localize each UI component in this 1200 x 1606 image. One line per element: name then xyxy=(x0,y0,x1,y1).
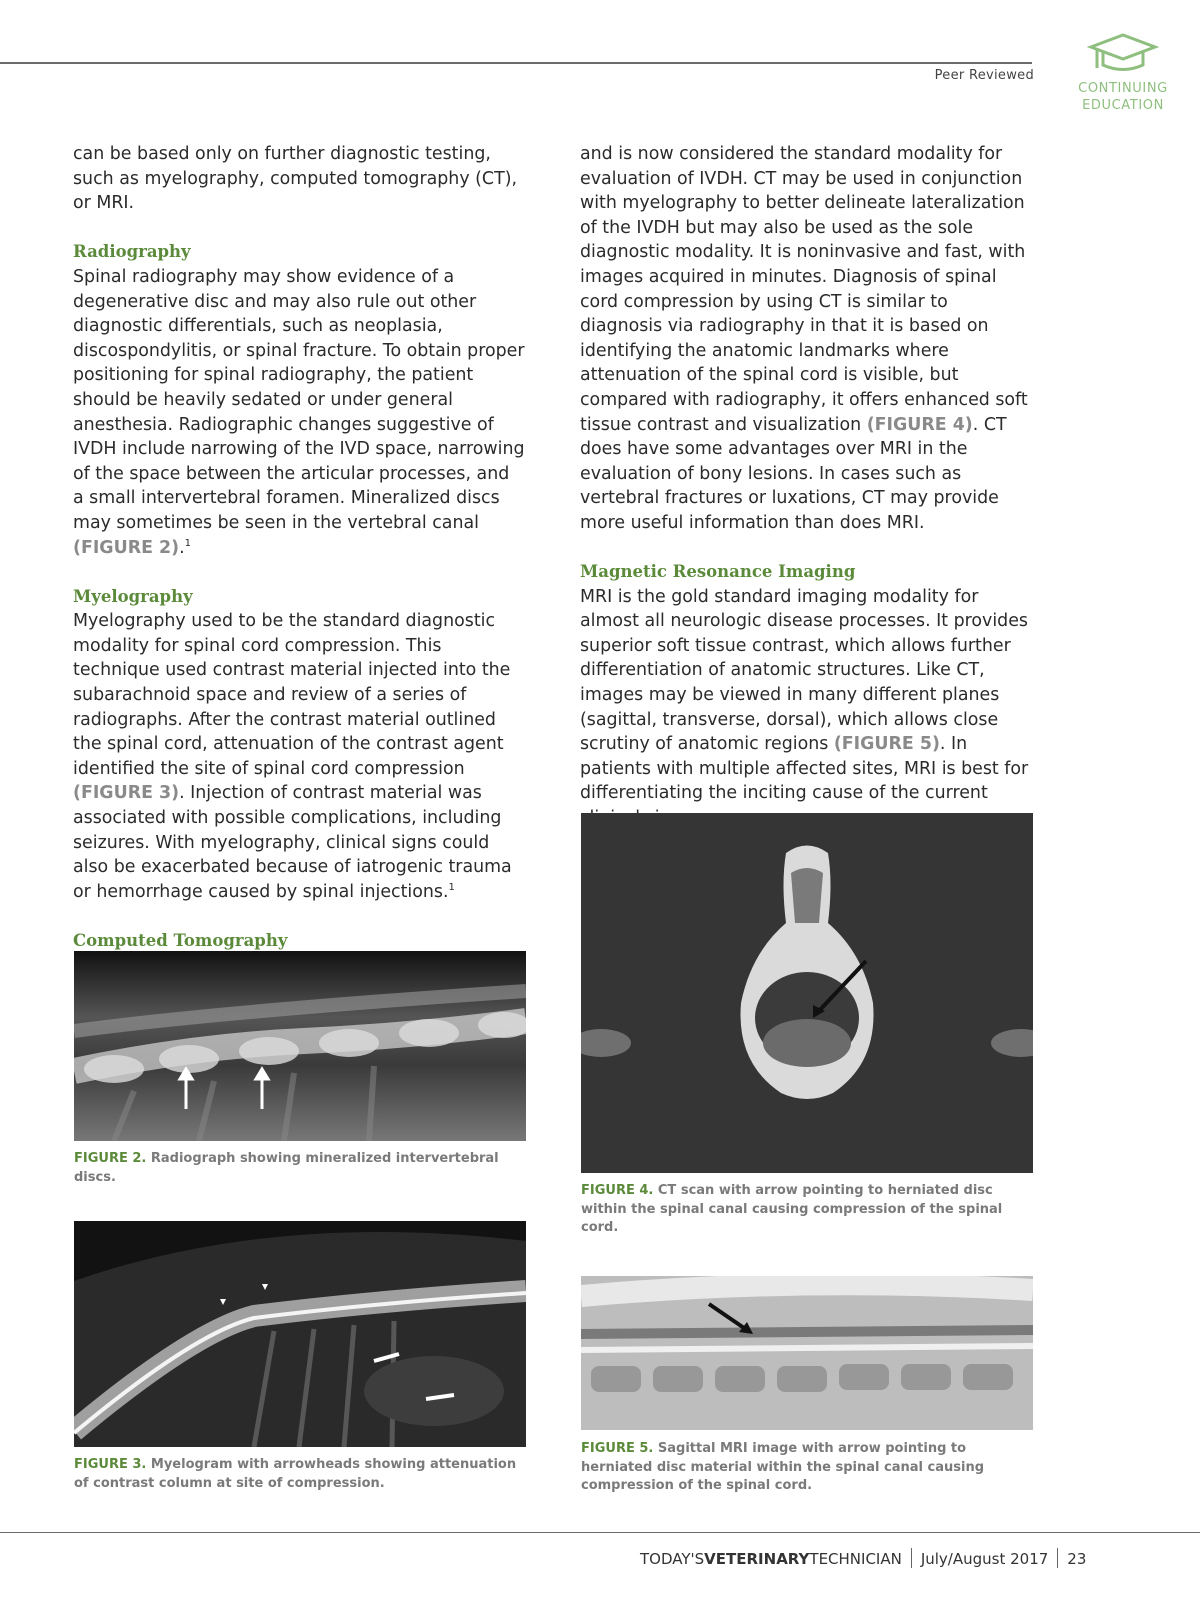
figure-5-caption: FIGURE 5. Sagittal MRI image with arrow pointing to herniated disc material within the spinal canal causing compression of the spinal cord. xyxy=(581,1441,984,1493)
figure-3-caption: FIGURE 3. Myelogram with arrowheads showing attenuation of contrast column at site of compression. xyxy=(74,1457,517,1491)
figure-5-mri xyxy=(581,1276,1033,1430)
peer-reviewed-label: Peer Reviewed xyxy=(934,68,1034,83)
right-column xyxy=(580,142,1032,831)
footer-issue: July/August 2017 xyxy=(920,1550,1049,1568)
figure-5-ref: (FIGURE 5) xyxy=(833,734,940,755)
figure-3-ref: (FIGURE 3) xyxy=(73,783,180,804)
footer xyxy=(640,1548,1120,1568)
graduation-cap-icon xyxy=(1087,32,1159,76)
figure-4-ref: (FIGURE 4) xyxy=(866,414,973,435)
footer-rule xyxy=(0,1532,1200,1533)
figure-2-ref: (FIGURE 2) xyxy=(73,537,180,558)
figure-3-myelogram xyxy=(74,1221,526,1447)
radiography-heading: Radiography xyxy=(73,242,191,262)
continuing-education-badge xyxy=(1058,32,1188,114)
left-column xyxy=(73,142,525,1027)
mri-paragraph: MRI is the gold standard imaging modality for almost all neurologic disease processes. It provides superior soft tissue contrast, which allows further differentiation of anatomic structures. Like CT, images may be viewed in many different planes (sagittal, transverse, dorsal), which allows close scrutiny of anatomic regions (FIGURE 5). In patients with multiple affected sites, MRI is best for differentiating the inciting cause of the current xyxy=(580,586,1029,804)
header-rule xyxy=(0,62,1032,64)
myelography-heading: Myelography xyxy=(73,586,193,606)
radiography-paragraph: Spinal radiography may show evidence of a degenerative disc and may also rule out other diagnostic differentials, such as neoplasia, discospondylitis, or spinal fracture. To obtain proper positioning for spinal radiography, the patient should be heavily sedated or under general anesthesia. Radiographic changes suggestive of IVDH include narrowing of the IVD space, narrowing of the space between the articular processes, and a small intervertebral foramen. Mineralized discs may sometimes be seen in the vertebral canal (FIGURE 2).$^1$ xyxy=(73,266,525,558)
ct-heading: Computed Tomography xyxy=(73,931,288,950)
mri-heading: Magnetic Resonance Imaging xyxy=(580,562,856,582)
figure-2-caption: FIGURE 2. Radiograph showing mineralized intervertebral discs. xyxy=(74,1151,499,1185)
figure-2-radiograph xyxy=(74,951,526,1141)
figure-4-ct-scan xyxy=(581,813,1033,1173)
figure-4-caption: FIGURE 4. CT scan with arrow pointing to herniated disc within the spinal canal causing compression of the spinal cord. xyxy=(581,1183,1003,1235)
badge-line-2: EDUCATION xyxy=(1082,98,1164,113)
footer-brand: TODAY'SVETERINARYTECHNICIAN xyxy=(640,1550,902,1568)
intro-paragraph: can be based only on further diagnostic testing, such as myelography, computed tomography (CT), or MRI. xyxy=(73,144,518,214)
ct-continued-paragraph: and is now considered the standard modality for evaluation of IVDH. CT may be used in conjunction with myelography to better delineate lateralization of the IVDH but may also be used as the sole diagnostic modality. It is noninvasive and fast, with images acquired in minutes. Diagnosis of spinal cord compression by using CT is similar to diagnosis via radiography in that it is based on identifying the anatomic landmarks where attenuation of the spinal cord is visible, but compared with radiography, it offers enhanced soft tissue contrast and visualization (FIGURE 4). CT does have some advantages over MRI in the evaluation of bony lesions. In cases such as vertebral fractures or luxations, CT may provide more useful information than does MRI. xyxy=(580,144,1028,533)
myelography-paragraph: Myelography used to be the standard diagnostic modality for spinal cord compression. This technique used contrast material injected into the subarachnoid space and review of a series of radiographs. After the contrast material outlined the spinal cord, attenuation of the contrast agent identified the site of spinal cord compression (FIGURE 3). Injection of contrast material was associated with possible complications, including seizures. With myelography, clinical signs could also be exacerbated because of iatrogenic trauma or hemorrhage caused by spinal injections.$^1$ xyxy=(73,611,512,902)
page-number: 23 xyxy=(1067,1550,1087,1568)
badge-line-1: CONTINUING xyxy=(1078,81,1168,96)
